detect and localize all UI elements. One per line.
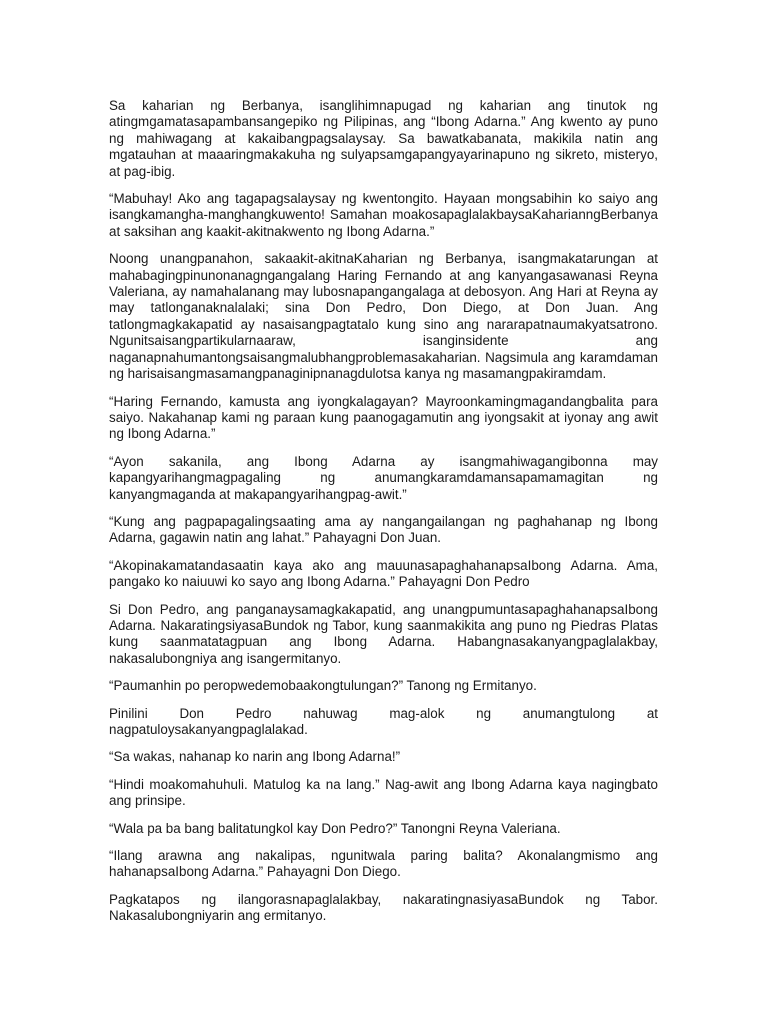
paragraph-queen-question: “Wala pa ba bang balitatungkol kay Don Pedro?” Tanongni Reyna Valeriana. (109, 820, 561, 836)
paragraph-don-pedro-journey: Si Don Pedro, ang panganaysamagkakapatid, ang unangpumuntasapaghahanapsaIbong Adarna. NakaratingsiyasaBundok ng Tabor, kung saanmakikita ang puno ng Piedras Platas kung saanmatatagpuan ang Ibong Adarna. Habangnasakanyangpaglalakbay, nakasalubongniya ang isangermitanyo. (109, 601, 658, 666)
paragraph-don-pedro-statement: “Akopinakamatandasaatin kaya ako ang mauunasapaghahanapsaIbong Adarna. Ama, pangako ko naiuuwi ko sayo ang Ibong Adarna.” Pahayagni Don Pedro (109, 557, 658, 590)
paragraph-don-diego-statement: “Ilang arawna ang nakalipas, ngunitwala paring balita? Akonalangmismo ang hahanapsaIbong Adarna.” Pahayagni Don Diego. (109, 848, 658, 880)
paragraph-don-juan-statement: “Kung ang pagpapagalingsaating ama ay nangangailangan ng paghahanap ng Ibong Adarna, gagawin natin ang lahat.” Pahayagni Don Juan. (109, 513, 658, 546)
paragraph-adarna-sings: “Hindi moakomahuhuli. Matulog ka na lang.” Nag-awit ang Ibong Adarna kaya nagingbato ang prinsipe. (109, 776, 658, 809)
paragraph-kingdom-background: Noong unangpanahon, sakaakit-akitnaKaharian ng Berbanya, isangmakatarungan at mahabagingpinunonanagngangalang Haring Fernando at ang kanyangasawanasi Reyna Valeriana, ay namahalanang may lubosnapangangalaga at debosyon. Ang Hari at Reyna ay may tatlonganaknalalaki; sina Don Pedro, Don Diego, at Don Juan. Ang tatlongmagkakapatid ay nasaisangpagtatalo kung sino ang nararapatnaumakyatsatrono. Ngunitsaisangpartikularnaaraw, isanginsidente ang naganapnahumantongsaisangmalubhangproblemasakaharian. Nagsimula ang karamdaman ng harisaisangmasamangpanaginipnanagdulotsa kanya ng masamangpakiramdam. (109, 251, 658, 382)
paragraph-narrator-greeting: “Mabuhay! Ako ang tagapagsalaysay ng kwentongito. Hayaan mongsabihin ko saiyo ang isangkamangha-manghangkuwento! Samahan moakosapaglalakbaysaKaharianngBerbanya at saksihan ang kaakit-akitnakwento ng Ibong Adarna.” (109, 191, 658, 239)
paragraph-dialogue-king: “Haring Fernando, kamusta ang iyongkalagayan? Mayroonkamingmagandangbalita para saiyo. Nakahanap kami ng paraan kung paanogagamutin ang iyongsakit at iyonay ang awit ng Ibong Adarna.” (109, 393, 658, 442)
paragraph-don-pedro-refuses: Pinilini Don Pedro nahuwag mag-alok ng anumangtulong at nagpatuloysakanyangpaglalakad. (109, 705, 658, 737)
paragraph-adarna-description: “Ayon sakanila, ang Ibong Adarna ay isangmahiwagangibonna may kapangyarihangmagpagaling ng anumangkaramdamansapamamagitan ng kanyangmaganda at makapangyarihangpag-awit.” (109, 453, 658, 502)
paragraph-found-adarna: “Sa wakas, nahanap ko narin ang Ibong Adarna!” (109, 749, 401, 765)
paragraph-intro: Sa kaharian ng Berbanya, isanglihimnapugad ng kaharian ang tinutok ng atingmgamatasapambansangepiko ng Pilipinas, ang “Ibong Adarna.” Ang kwento ay puno ng mahiwagang at kakaibangpagsalaysay. Sa bawatkabanata, makikila natin ang mgatauhan at maaaringmakakuha ng sulyapsamgapangyayarinapuno ng sikreto, misteryo, at pag-ibig. (109, 98, 658, 179)
paragraph-hermit-question: “Paumanhin po peropwedemobaakongtulungan?” Tanong ng Ermitanyo. (109, 678, 537, 694)
paragraph-don-diego-journey: Pagkatapos ng ilangorasnapaglalakbay, nakaratingnasiyasaBundok ng Tabor. Nakasalubongniyarin ang ermitanyo. (109, 891, 658, 924)
document-page (109, 98, 658, 936)
